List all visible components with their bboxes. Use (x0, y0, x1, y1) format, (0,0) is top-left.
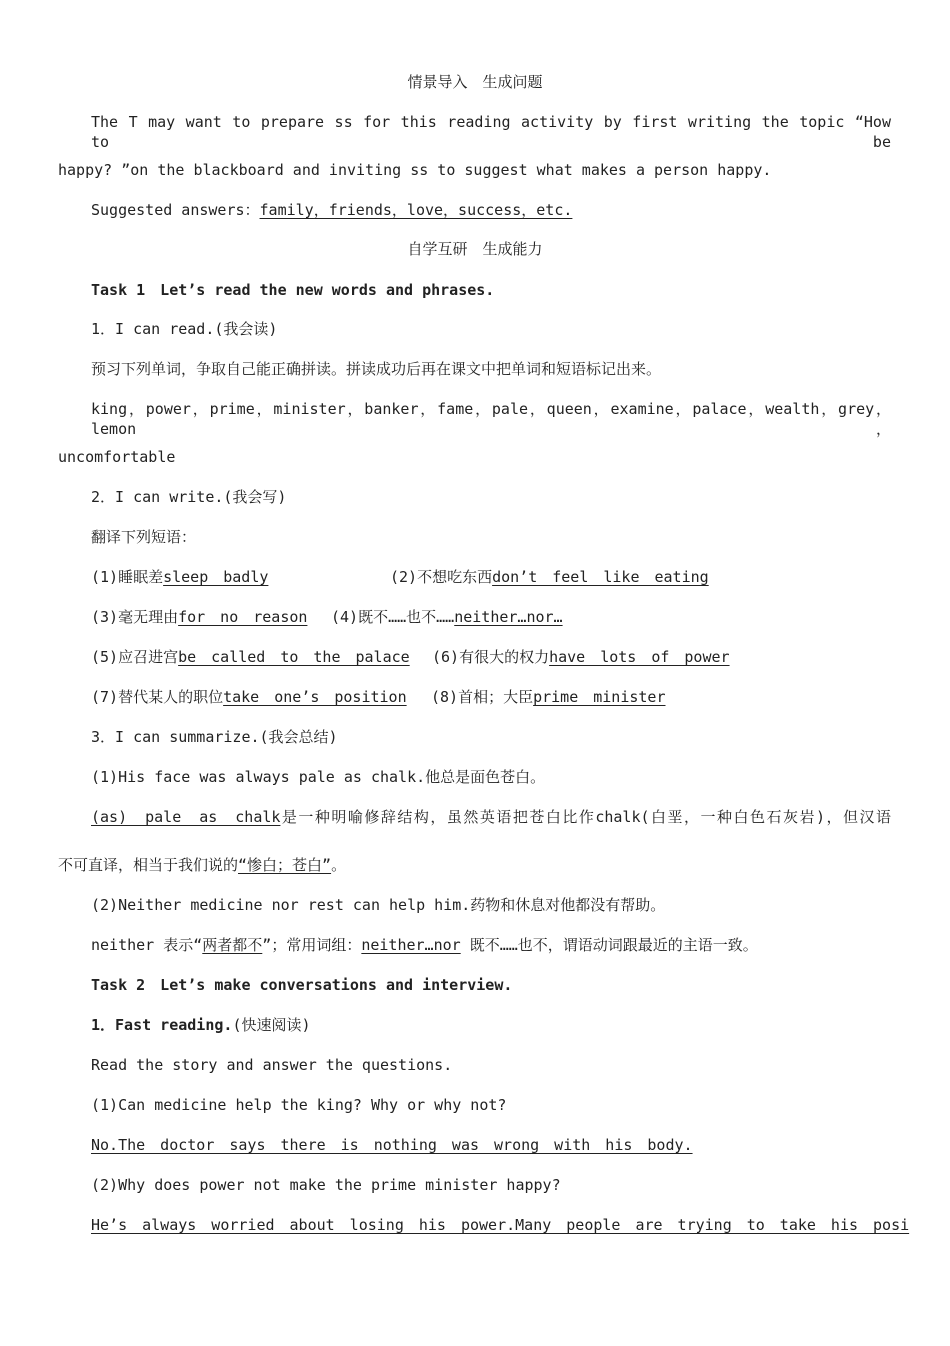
answer-1 (91, 1135, 693, 1155)
phrase-answer: don’t feel like eating (492, 568, 709, 586)
phrase-cn: (5)应召进宫 (91, 648, 179, 666)
suggested-answers (91, 200, 572, 220)
summary-explanation-2-mid: ”；常用词组： (262, 936, 362, 954)
summary-explanation-1-line1 (91, 807, 891, 827)
summary-sentence-2: (2)Neither medicine nor rest can help him.药物和休息对他都没有帮助。 (91, 896, 666, 914)
phrase-answer: prime minister (533, 688, 666, 706)
word-list-line1: king，power，prime，minister，banker，fame，pale，queen，examine，palace，wealth，grey，lemon， (91, 400, 891, 438)
phrase-item-7 (91, 687, 407, 707)
phrase-answer: have lots of power (549, 648, 730, 666)
fast-reading-title (91, 1015, 311, 1035)
phrase-item-1 (91, 567, 268, 587)
summary-sentence-1: (1)His face was always pale as chalk.他总是面色苍白。 (91, 768, 546, 786)
summary-explanation-2 (91, 935, 758, 955)
phrase-answer: sleep badly (163, 568, 269, 586)
phrase-item-4 (331, 607, 563, 627)
phrase-answer: be called to the palace (178, 648, 410, 666)
summary-explanation-1-text: 是一种明喻修辞结构，虽然英语把苍白比作chalk(白垩，一种白色石灰岩)，但汉语 (280, 808, 891, 826)
section-heading-intro: 情景导入 生成问题 (407, 73, 543, 91)
question-2: (2)Why does power not make the prime minister happy? (91, 1176, 561, 1194)
summary-explanation-1-end: 。 (331, 856, 347, 874)
summary-explanation-1-line2 (58, 855, 346, 875)
summary-answer-1b: “惨白；苍白” (238, 856, 332, 874)
suggested-answer: family，friends，love，success，etc. (259, 201, 573, 219)
write-instruction: 翻译下列短语： (91, 528, 197, 546)
summary-explanation-2-end: 既不……也不，谓语动词跟最近的主语一致。 (460, 936, 758, 954)
answer-2-text: He’s always worried about losing his power.Many people are trying to take his posi (91, 1216, 910, 1234)
write-title: 2．I can write.(我会写) (91, 488, 287, 506)
phrase-cn: (8)首相；大臣 (431, 688, 534, 706)
phrase-answer: neither…nor… (454, 608, 563, 626)
phrase-cn: (7)替代某人的职位 (91, 688, 224, 706)
summary-answer-1: (as) pale as chalk (91, 808, 281, 826)
task1-title: Task 1 Let’s read the new words and phrases. (91, 281, 495, 299)
summary-explanation-2-text: neither 表示“ (91, 936, 203, 954)
summary-answer-2b: neither…nor (361, 936, 461, 954)
phrase-item-2 (390, 567, 709, 587)
suggested-label: Suggested answers： (91, 201, 260, 219)
phrase-cn: (1)睡眠差 (91, 568, 164, 586)
task2-title: Task 2 Let’s make conversations and interview. (91, 976, 513, 994)
read-instruction: 预习下列单词，争取自己能正确拼读。拼读成功后再在课文中把单词和短语标记出来。 (91, 360, 662, 378)
answer-2 (91, 1215, 910, 1235)
phrase-cn: (2)不想吃东西 (390, 568, 493, 586)
word-list-line2: uncomfortable (58, 448, 176, 466)
phrase-item-8 (431, 687, 666, 707)
reading-instruction: Read the story and answer the questions. (91, 1056, 453, 1074)
read-title: 1．I can read.(我会读) (91, 320, 278, 338)
phrase-cn: (6)有很大的权力 (432, 648, 550, 666)
intro-paragraph-line2: happy? ”on the blackboard and inviting ss to suggest what makes a person happy. (58, 161, 772, 179)
phrase-item-3 (91, 607, 307, 627)
question-1: (1)Can medicine help the king? Why or why not? (91, 1096, 507, 1114)
fast-reading-label: 1．Fast reading. (91, 1016, 233, 1034)
phrase-answer: take one’s position (223, 688, 407, 706)
section-heading-self-study: 自学互研 生成能力 (407, 240, 543, 258)
summary-answer-2a: 两者都不 (202, 936, 263, 954)
intro-paragraph-line1: The T may want to prepare ss for this reading activity by first writing the topic “How to be (91, 113, 891, 151)
answer-1-text: No.The doctor says there is nothing was wrong with his body. (91, 1136, 693, 1154)
phrase-cn: (4)既不……也不…… (331, 608, 455, 626)
phrase-answer: for no reason (178, 608, 308, 626)
fast-reading-cn: (快速阅读) (232, 1016, 311, 1034)
summarize-title: 3．I can summarize.(我会总结) (91, 728, 338, 746)
phrase-cn: (3)毫无理由 (91, 608, 179, 626)
summary-explanation-1-text2: 不可直译，相当于我们说的 (58, 856, 239, 874)
phrase-item-5 (91, 647, 410, 667)
phrase-item-6 (432, 647, 730, 667)
